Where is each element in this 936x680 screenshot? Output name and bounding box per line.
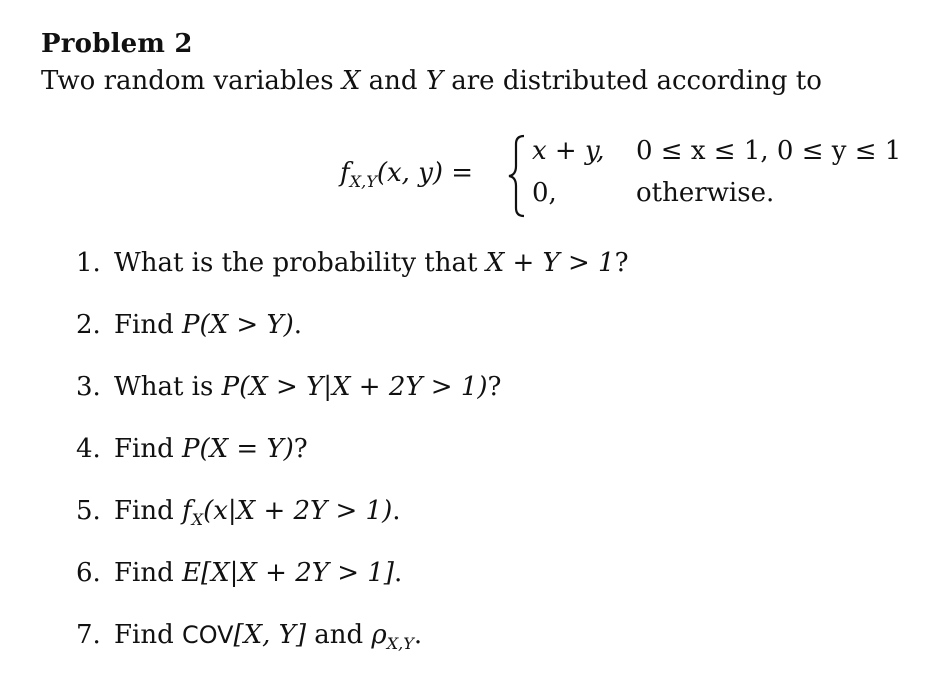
list-item xyxy=(76,308,629,370)
item-text-post: . xyxy=(393,558,403,588)
intro-text-mid: and xyxy=(360,66,426,96)
item-math: E[X|X + 2Y > 1] xyxy=(182,558,394,588)
list-item xyxy=(76,432,629,494)
item-math: P(X = Y) xyxy=(182,434,294,464)
intro-var-x: X xyxy=(341,66,361,96)
item-text-post: ? xyxy=(293,434,308,464)
problem-heading: Problem 2 xyxy=(41,29,193,59)
intro-text-post: are distributed according to xyxy=(442,66,822,96)
item-text: Find xyxy=(114,620,183,650)
item-text: Find xyxy=(114,434,183,464)
item-text-post: . xyxy=(392,496,401,526)
item-number: 2. xyxy=(76,310,101,340)
item-number: 1. xyxy=(76,248,101,278)
item-text: Find xyxy=(114,496,183,526)
item-text-post: ? xyxy=(614,248,629,278)
item-number: 5. xyxy=(76,496,101,526)
case1-expression: x + y, xyxy=(532,136,605,166)
case2-condition: otherwise. xyxy=(636,178,775,208)
list-item xyxy=(76,370,629,432)
joint-pdf-equation xyxy=(340,132,900,222)
item-cov-operator: COV xyxy=(182,621,234,649)
list-item xyxy=(76,246,629,308)
item-rho-symbol: ρ xyxy=(371,620,387,650)
list-item xyxy=(76,556,629,618)
item-text: Find xyxy=(114,310,183,340)
list-item xyxy=(76,618,629,680)
item-text: What is xyxy=(114,372,222,402)
item-number: 6. xyxy=(76,558,101,588)
item-math: X + Y > 1 xyxy=(485,248,615,278)
lhs-arguments: (x, y) xyxy=(376,158,444,188)
item-number: 7. xyxy=(76,620,101,650)
lhs-subscript: X,Y xyxy=(349,171,377,191)
item-text-mid: and xyxy=(305,620,372,650)
item-text-post: . xyxy=(293,310,303,340)
item-math: P(X > Y) xyxy=(182,310,294,340)
item-text-post: . xyxy=(413,620,423,650)
intro-var-y: Y xyxy=(425,66,443,96)
left-brace xyxy=(506,134,530,218)
item-math: (x|X + 2Y > 1) xyxy=(203,496,393,526)
question-list xyxy=(76,246,629,680)
item-number: 3. xyxy=(76,372,101,402)
case1-condition: 0 ≤ x ≤ 1, 0 ≤ y ≤ 1 xyxy=(636,136,902,166)
item-text-post: ? xyxy=(487,372,502,402)
item-math-subscript: X xyxy=(191,509,204,529)
item-math-function: f xyxy=(182,496,192,526)
item-number: 4. xyxy=(76,434,101,464)
item-text: What is the probability that xyxy=(114,248,486,278)
item-math: P(X > Y|X + 2Y > 1) xyxy=(221,372,488,402)
item-rho-subscript: X,Y xyxy=(386,633,414,653)
item-text: Find xyxy=(114,558,183,588)
intro-text-pre: Two random variables xyxy=(41,66,342,96)
list-item xyxy=(76,494,629,556)
problem-intro xyxy=(41,66,822,96)
item-math: [X, Y] xyxy=(233,620,306,650)
lhs-function: f xyxy=(340,158,350,188)
equals-sign: = xyxy=(451,158,474,188)
case2-expression: 0, xyxy=(532,178,557,208)
equation-lhs xyxy=(340,158,474,191)
